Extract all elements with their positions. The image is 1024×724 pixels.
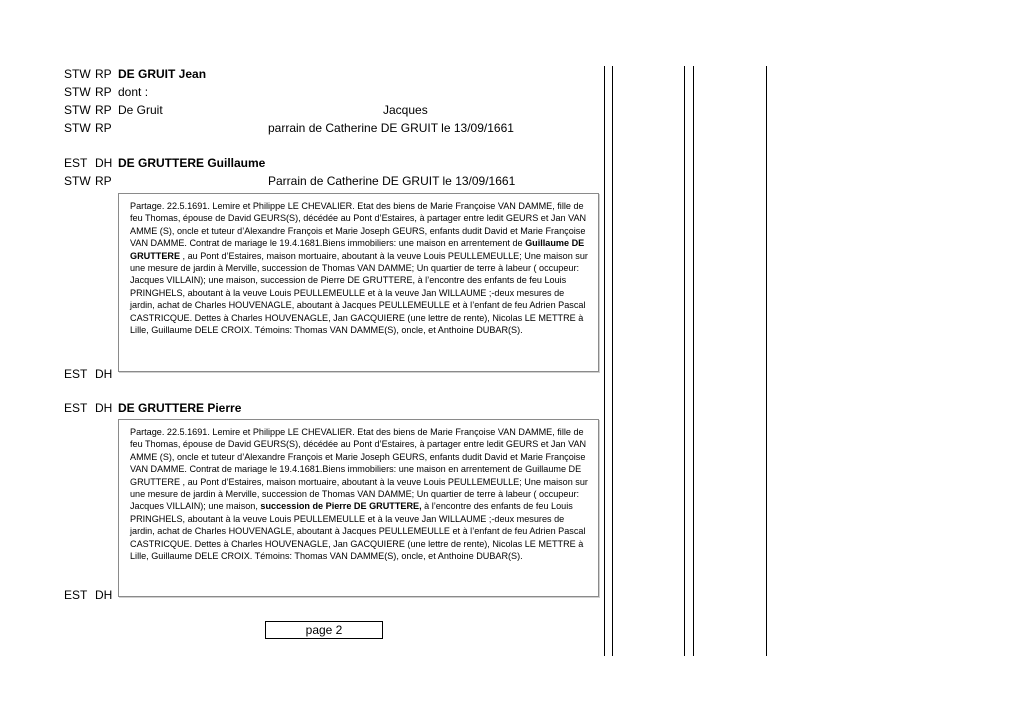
archive-code: STW xyxy=(64,121,91,135)
entry-text: dont : xyxy=(118,85,149,99)
notarial-record-text: Partage. 22.5.1691. Lemire et Philippe LE CHEVALIER. Etat des biens de Marie Françoise VAN DAMME, fille de feu Thomas, épouse de David GEURS(S), décédée au Pont d’Estaires, à partager entre ledit GEURS et Jan VAN AMME (S), oncle et tuteur d’Alexandre François et Marie Joseph GEURS, enfants dudit David et Marie Françoise VAN DAMME. Contrat de mariage le 19.4.1681.Biens immobiliers: une maison en arrentement de Guillaume DE GRUTTERE , au Pont d’Estaires, maison mortuaire, aboutant à la veuve Louis PEULLEMEULLE; Une maison sur une mesure de jardin à Merville, succession de Thomas VAN DAMME; Un quartier de terre à labeur ( occupeur: Jacques VILLAIN); une maison, succession de Pierre DE GRUTTERE, à l’encontre des enfants de feu Louis PRINGHELS, aboutant à la veuve Louis PEULLEMEULLE et à la veuve Jan WILLAUME ;-deux mesures de jardin, achat de Charles HOUVENAGLE, aboutant à Jacques PEULLEMEULLE et à l’enfant de feu Adrien Pascal CASTRICQUE. Dettes à Charles HOUVENAGLE, Jan GACQUIERE (une lettre de rente), Nicolas LE METTRE à Lille, Guillaume DELE CROIX. Témoins: Thomas VAN DAMME(S), oncle, et Anthoine DUBAR(S). xyxy=(130,427,588,562)
column-divider xyxy=(766,66,767,656)
entry-note: Parrain de Catherine DE GRUIT le 13/09/1661 xyxy=(268,174,516,188)
entry-firstname: Jacques xyxy=(383,103,428,117)
register-code: RP xyxy=(95,85,112,99)
entry-surname: De Gruit xyxy=(118,103,163,117)
notarial-record-box xyxy=(118,193,599,372)
person-name: DE GRUTTERE Guillaume xyxy=(118,156,266,170)
column-divider xyxy=(604,66,605,656)
archive-code: EST xyxy=(64,588,88,602)
register-code: DH xyxy=(95,401,113,415)
archive-code: EST xyxy=(64,156,88,170)
person-name: DE GRUTTERE Pierre xyxy=(118,401,242,415)
register-code: DH xyxy=(95,367,113,381)
column-divider xyxy=(684,66,685,656)
notarial-record-box xyxy=(118,419,599,597)
page-number-box: page 2 xyxy=(265,621,383,639)
column-divider xyxy=(693,66,694,656)
entry-note: parrain de Catherine DE GRUIT le 13/09/1661 xyxy=(268,121,514,135)
register-code: RP xyxy=(95,67,112,81)
notarial-record-text: Partage. 22.5.1691. Lemire et Philippe LE CHEVALIER. Etat des biens de Marie Françoise VAN DAMME, fille de feu Thomas, épouse de David GEURS(S), décédée au Pont d’Estaires, à partager entre ledit GEURS et Jan VAN AMME (S), oncle et tuteur d’Alexandre François et Marie Joseph GEURS, enfants dudit David et Marie Françoise VAN DAMME. Contrat de mariage le 19.4.1681.Biens immobiliers: une maison en arrentement de Guillaume DE GRUTTERE , au Pont d’Estaires, maison mortuaire, aboutant à la veuve Louis PEULLEMEULLE; Une maison sur une mesure de jardin à Merville, succession de Thomas VAN DAMME; Un quartier de terre à labeur ( occupeur: Jacques VILLAIN); une maison, succession de Pierre DE GRUTTERE, à l’encontre des enfants de feu Louis PRINGHELS, aboutant à la veuve Louis PEULLEMEULLE et à la veuve Jan WILLAUME ;-deux mesures de jardin, achat de Charles HOUVENAGLE, aboutant à Jacques PEULLEMEULLE et à l’enfant de feu Adrien Pascal CASTRICQUE. Dettes à Charles HOUVENAGLE, Jan GACQUIERE (une lettre de rente), Nicolas LE METTRE à Lille, Guillaume DELE CROIX. Témoins: Thomas VAN DAMME(S), oncle, et Anthoine DUBAR(S). xyxy=(130,201,588,336)
register-code: RP xyxy=(95,174,112,188)
register-code: DH xyxy=(95,588,113,602)
column-divider xyxy=(612,66,613,656)
archive-code: STW xyxy=(64,174,91,188)
register-code: RP xyxy=(95,103,112,117)
register-code: DH xyxy=(95,156,113,170)
person-name: DE GRUIT Jean xyxy=(118,67,207,81)
archive-code: STW xyxy=(64,103,91,117)
archive-code: STW xyxy=(64,85,91,99)
highlighted-name: Guillaume DE GRUTTERE xyxy=(130,238,585,261)
archive-code: EST xyxy=(64,401,88,415)
archive-code: STW xyxy=(64,67,91,81)
register-code: RP xyxy=(95,121,112,135)
highlighted-name: succession de Pierre DE GRUTTERE, xyxy=(260,501,422,512)
archive-code: EST xyxy=(64,367,88,381)
